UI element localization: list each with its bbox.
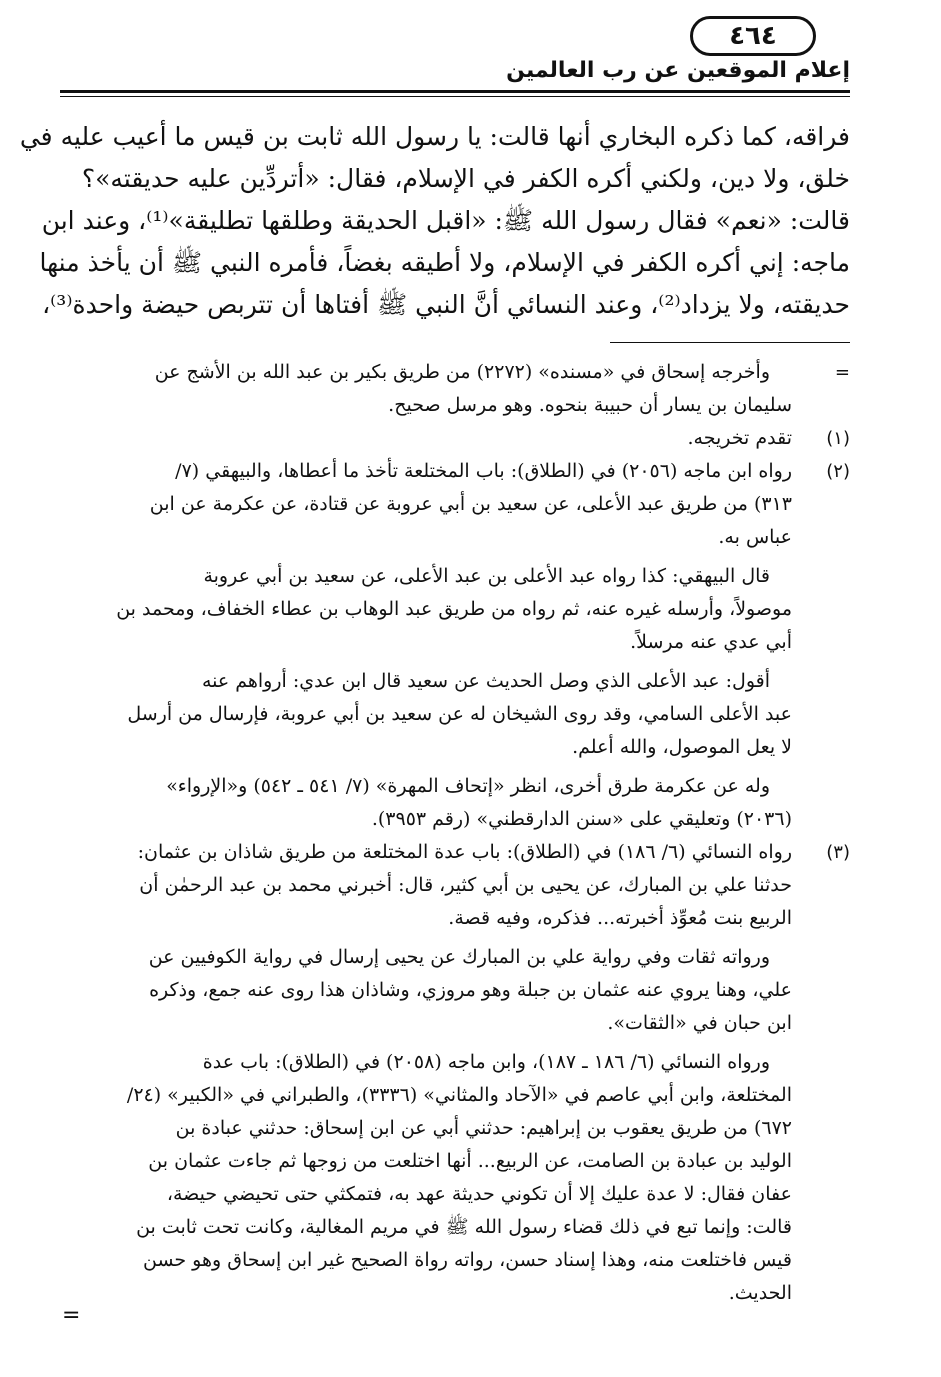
footnote-line: قيس فاختلعت منه، وهذا إسناد حسن، رواته رواة الصحيح غير ابن إسحاق وهو حسن bbox=[142, 1249, 792, 1271]
footnote-line: لا يعل الموصول، والله أعلم. bbox=[572, 736, 792, 758]
footnote-line: رواه ابن ماجه (٢٠٥٦) في (الطلاق): باب المختلعة تأخذ ما أعطاها، والبيهقي (٧/ bbox=[175, 460, 792, 482]
footnote-line: وله عن عكرمة طرق أخرى، انظر «إتحاف المهرة» (٧/ ٥٤١ ـ ٥٤٢) و«الإرواء» bbox=[166, 775, 770, 797]
footnote-line: وأخرجه إسحاق في «مسنده» (٢٢٧٢) من طريق بكير بن عبد الله بن الأشج عن bbox=[154, 361, 770, 383]
footnote-line: المختلعة، وابن أبي عاصم في «الآحاد والمثاني» (٣٣٣٦)، والطبراني في «الكبير» (٢٤/ bbox=[126, 1084, 792, 1106]
footnote-line: عفان فقال: لا عدة عليك إلا أن تكوني حديثة عهد به، فتمكثي حتى تحيضي حيضة، bbox=[166, 1183, 792, 1205]
main-line: ماجه: إني أكره الكفر في الإسلام، ولا أطيقه بغضاً، فأمره النبي ﷺ أن يأخذ منها bbox=[39, 248, 850, 277]
page-header bbox=[60, 52, 850, 104]
footnote-line: علي، وهنا يروي عنه عثمان بن جبلة وهو مروزي، وشاذان هذا روى عنه جمع، وذكره bbox=[149, 979, 792, 1001]
footnote-line: ابن حبان في «الثقات». bbox=[607, 1012, 792, 1034]
footnote-line: (٢٠٣٦) وتعليقي على «سنن الدارقطني» (رقم ٣٩٥٣). bbox=[371, 808, 792, 830]
footnote-number: (٢) bbox=[826, 461, 850, 482]
footnote-line: ٦٧٢) من طريق يعقوب بن إبراهيم: حدثني أبي عن ابن إسحاق: حدثني عبادة بن bbox=[175, 1117, 792, 1139]
footnote-line: الحديث. bbox=[728, 1282, 792, 1304]
footnote-number: (٣) bbox=[826, 842, 850, 863]
main-line: فراقه، كما ذكره البخاري أنها قالت: يا رسول الله ثابت بن قيس ما أعيب عليه في bbox=[19, 122, 850, 151]
footnote-line: الربيع بنت مُعوِّذ أخبرته... فذكره، وفيه قصة. bbox=[448, 907, 792, 929]
header-rule-thin bbox=[60, 96, 850, 97]
footnote-line: موصولاً، وأرسله غيره عنه، ثم رواه من طريق عبد الوهاب بن عطاء الخفاف، ومحمد بن bbox=[116, 598, 792, 620]
book-title: إعلام الموقعين عن رب العالمين bbox=[506, 58, 850, 83]
footnote-line: ورواه النسائي (٦/ ١٨٦ ـ ١٨٧)، وابن ماجه (٢٠٥٨) في (الطلاق): باب عدة bbox=[202, 1051, 770, 1073]
footnote-line: أقول: عبد الأعلى الذي وصل الحديث عن سعيد قال ابن عدي: أرواهم عنه bbox=[201, 670, 770, 692]
main-text bbox=[19, 116, 850, 326]
footnote-line: أبي عدي عنه مرسلاً. bbox=[630, 631, 792, 653]
footnote-line: ٣١٣) من طريق عبد الأعلى، عن سعيد بن أبي عروبة عن قتادة، عن عكرمة عن ابن bbox=[149, 493, 792, 515]
footnote-line: سليمان بن يسار أن حبيبة بنحوه. وهو مرسل صحيح. bbox=[388, 394, 792, 416]
main-line: حديقته، ولا يزداد⁽²⁾، وعند النسائي أنَّ النبي ﷺ أفتاها أن تتربص حيضة واحدة⁽³⁾، bbox=[42, 290, 850, 319]
main-line: خلق، ولا دين، ولكني أكره الكفر في الإسلام، فقال: «أتردِّين عليه حديقته»؟ bbox=[81, 164, 850, 193]
header-rule bbox=[60, 90, 850, 93]
footnote-line: ورواته ثقات وفي رواية علي بن المبارك عن يحيى إرسال في رواية الكوفيين عن bbox=[148, 946, 770, 968]
footnote-number: (١) bbox=[826, 428, 850, 449]
footnote-continuation bbox=[60, 356, 850, 422]
footnote-line: عبد الأعلى السامي، وقد روى الشيخان له عن سعيد بن أبي عروبة، فإرسال من أرسل bbox=[127, 703, 792, 725]
continuation-end-mark: = bbox=[62, 1303, 81, 1328]
footnote-line: قالت: وإنما تبع في ذلك قضاء رسول الله ﷺ في مريم المغالية، وكانت تحت ثابت بن bbox=[136, 1216, 792, 1238]
footnote-separator bbox=[610, 342, 850, 343]
footnote-line: رواه النسائي (٦/ ١٨٦) في (الطلاق): باب عدة المختلعة من طريق شاذان بن عثمان: bbox=[137, 841, 792, 863]
footnote-line: الوليد بن عبادة بن الصامت، عن الربيع... أنها اختلعت من زوجها ثم جاءت عثمان بن bbox=[148, 1150, 792, 1172]
footnotes bbox=[60, 356, 850, 1310]
footnote-line: تقدم تخريجه. bbox=[687, 427, 792, 449]
footnote-line: قال البيهقي: كذا رواه عبد الأعلى بن عبد الأعلى، عن سعيد بن أبي عروبة bbox=[203, 565, 770, 587]
footnote-line: حدثنا علي بن المبارك، عن يحيى بن أبي كثير، قال: أخبرني محمد بن عبد الرحمٰن أن bbox=[139, 874, 792, 896]
footnote-1 bbox=[60, 422, 850, 455]
footnote-line: عباس به. bbox=[718, 526, 792, 548]
footnote-2 bbox=[60, 455, 850, 836]
page-number: ٤٦٤ bbox=[690, 16, 816, 56]
footnote-3 bbox=[60, 836, 850, 1310]
main-line: قالت: «نعم» فقال رسول الله ﷺ: «اقبل الحديقة وطلقها تطليقة»⁽¹⁾، وعند ابن bbox=[41, 206, 850, 235]
continuation-mark: = bbox=[834, 362, 850, 383]
